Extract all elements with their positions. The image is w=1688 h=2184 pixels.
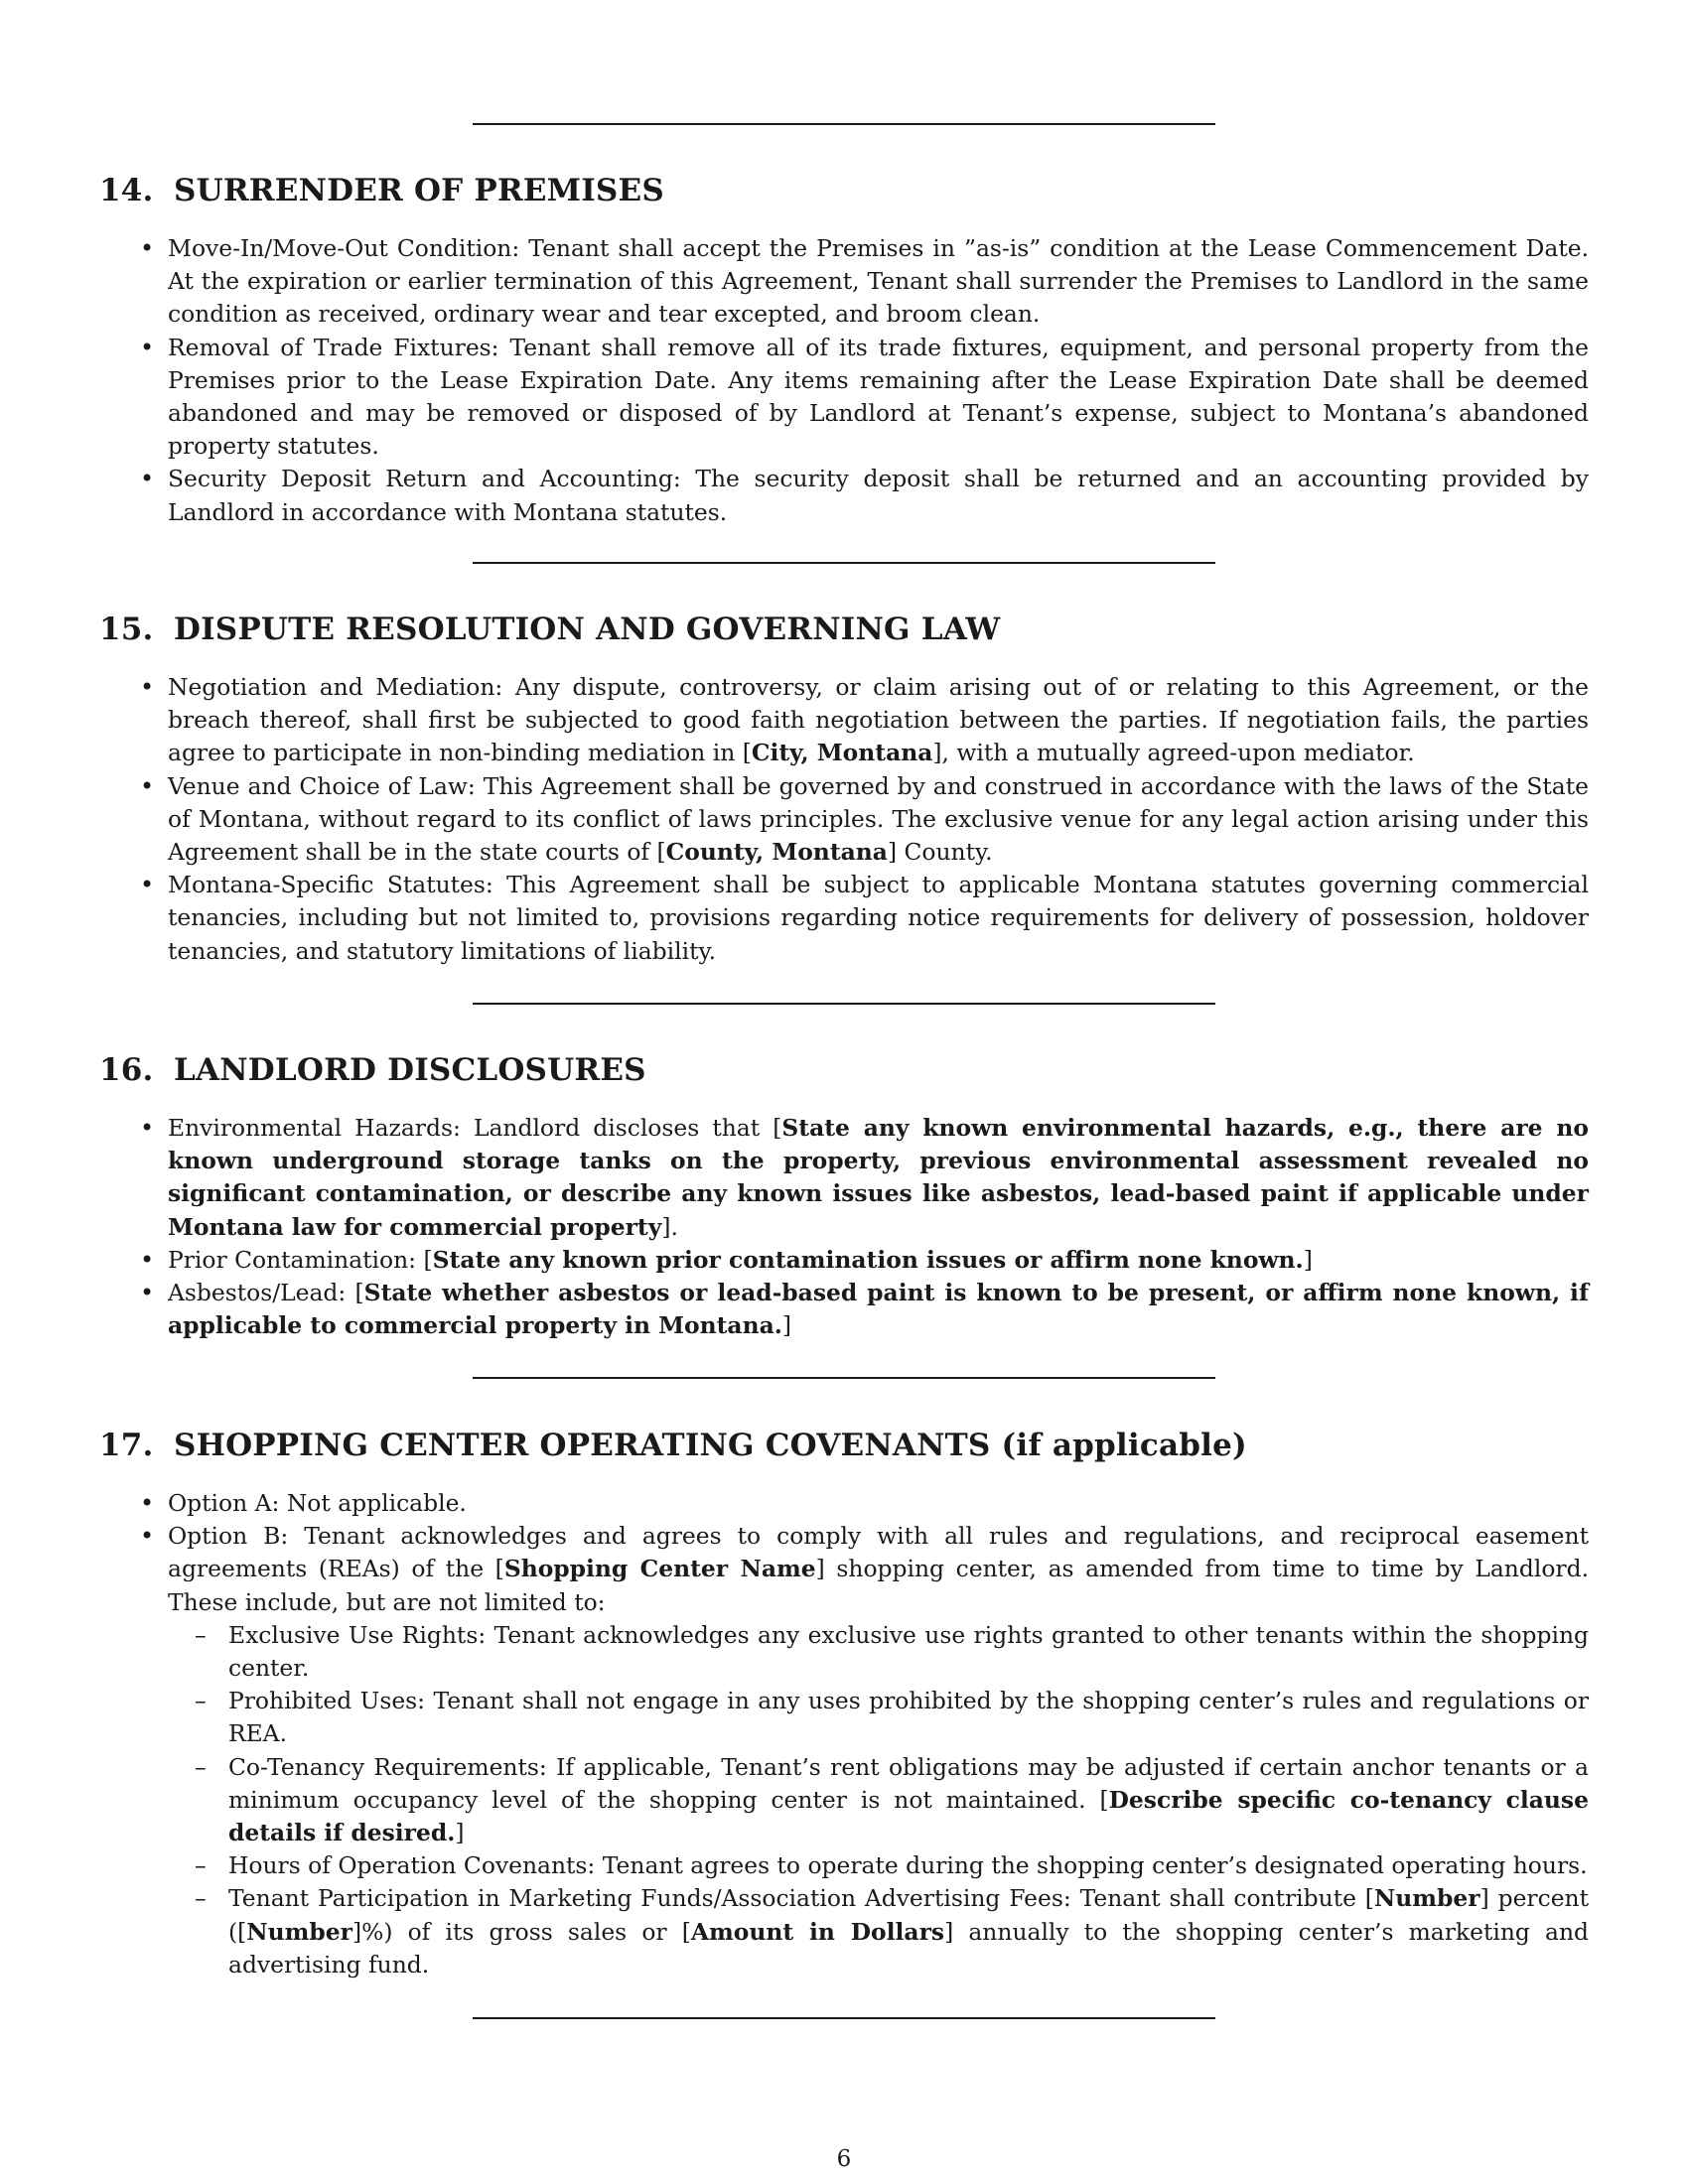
item-text: ] annually to the shopping center’s marketing and advertising fund.: [228, 1917, 1589, 1979]
item-text: ], with a mutually agreed-upon mediator.: [932, 739, 1415, 767]
item-text: If applicable, Tenant’s rent obligations may be adjusted if certain anchor tenants or a minimum occupancy level of the shopping center is not maintained. [: [228, 1752, 1589, 1814]
bullet-list: [99, 671, 1589, 968]
item-label: Security Deposit Return and Accounting:: [168, 465, 681, 493]
section-number: 17.: [99, 1428, 154, 1463]
placeholder-field: Number: [1373, 1884, 1480, 1913]
section-dispute-resolution: [99, 610, 1589, 968]
item-label: Negotiation and Mediation:: [168, 673, 503, 701]
section-heading: [99, 171, 1589, 210]
list-item: [99, 1520, 1589, 1981]
list-item: [99, 1244, 1589, 1277]
item-text: [: [354, 1279, 364, 1307]
item-text: ] percent ([: [228, 1884, 1589, 1946]
placeholder-field: State whether asbestos or lead-based paint is known to be present, or affirm none known, if applicable to commercial property in Montana.: [168, 1279, 1590, 1340]
item-text: [: [423, 1245, 433, 1274]
horizontal-rule: [473, 562, 1215, 564]
bullet-list: [99, 1487, 1589, 1981]
horizontal-rule: [473, 123, 1215, 125]
item-text: Tenant acknowledges any exclusive use rights granted to other tenants within the shopping center.: [228, 1620, 1589, 1683]
bullet-list: [99, 232, 1589, 529]
item-text: ] shopping center, as amended from time to time by Landlord. These include, but are not limited to:: [168, 1555, 1589, 1616]
item-text: This Agreement shall be subject to applicable Montana statutes governing commercial tenancies, including but not limited to, provisions regarding notice requirements for delivery of possession, holdover tenancies, and statutory limitations of liability.: [168, 871, 1589, 965]
list-item: [99, 232, 1589, 332]
sub-list-item: [168, 1882, 1589, 1981]
horizontal-rule: [473, 1377, 1215, 1379]
item-text: Tenant shall contribute [: [1079, 1884, 1374, 1913]
item-text: Tenant shall not engage in any uses prohibited by the shopping center’s rules and regulations or REA.: [228, 1687, 1589, 1748]
section-landlord-disclosures: [99, 1050, 1589, 1342]
sub-list-item: [168, 1685, 1589, 1750]
section-title: SHOPPING CENTER OPERATING COVENANTS (if applicable): [174, 1428, 1247, 1463]
item-label: Exclusive Use Rights:: [228, 1620, 487, 1649]
item-text: Tenant agrees to operate during the shopping center’s designated operating hours.: [602, 1851, 1588, 1880]
item-text: Tenant acknowledges and agrees to comply with all rules and regulations, and reciprocal easement agreements (REAs) of the [: [168, 1522, 1589, 1583]
item-text: Tenant shall accept the Premises in ”as-is” condition at the Lease Commencement Date. At the expiration or earlier termination of this Agreement, Tenant shall surrender the Premises to Landlord in the same condition as received, ordinary wear and tear excepted, and broom clean.: [168, 234, 1590, 329]
section-number: 15.: [99, 612, 154, 647]
bullet-list: [99, 1112, 1589, 1342]
list-item: [99, 1112, 1589, 1244]
list-item: [99, 671, 1589, 770]
item-text: ].: [661, 1212, 678, 1241]
item-text: Not applicable.: [286, 1489, 467, 1517]
item-label: Option A:: [168, 1489, 280, 1517]
horizontal-rule: [473, 1003, 1215, 1005]
item-text: ]: [1303, 1245, 1313, 1274]
item-text: The security deposit shall be returned and an accounting provided by Landlord in accordance with Montana statutes.: [168, 465, 1589, 526]
item-label: Asbestos/Lead:: [168, 1279, 347, 1307]
item-text: Landlord discloses that [: [473, 1114, 782, 1142]
item-label: Removal of Trade Fixtures:: [168, 333, 499, 361]
item-label: Hours of Operation Covenants:: [228, 1851, 596, 1880]
section-title: SURRENDER OF PREMISES: [174, 173, 664, 208]
section-title: DISPUTE RESOLUTION AND GOVERNING LAW: [174, 612, 1001, 647]
sub-list: [168, 1619, 1589, 1981]
list-item: [99, 770, 1589, 870]
placeholder-field: City, Montana: [751, 739, 933, 767]
placeholder-field: Amount in Dollars: [690, 1917, 945, 1946]
item-label: Montana-Specific Statutes:: [168, 871, 493, 899]
list-item: [99, 869, 1589, 968]
item-text: Tenant shall remove all of its trade fixtures, equipment, and personal property from the Premises prior to the Lease Expiration Date. Any items remaining after the Lease Expiration Date shall be deemed abandoned and may be removed or disposed of by Landlord at Tenant’s expense, subject to Montana’s abandoned property statutes.: [168, 333, 1589, 461]
item-label: Move-In/Move-Out Condition:: [168, 234, 520, 262]
item-label: Venue and Choice of Law:: [168, 771, 476, 800]
page-number: 6: [836, 2146, 852, 2172]
item-text: ]: [781, 1311, 792, 1340]
item-text: Any dispute, controversy, or claim arising out of or relating to this Agreement, or the breach thereof, shall first be subjected to good faith negotiation between the parties. If negotiation fails, the parties agree to participate in non-binding mediation in [: [168, 673, 1589, 767]
list-item: [99, 1487, 1589, 1520]
section-title: LANDLORD DISCLOSURES: [174, 1052, 646, 1088]
section-heading: [99, 610, 1589, 649]
sub-list-item: [168, 1619, 1589, 1685]
list-item: [99, 1277, 1589, 1342]
item-label: Tenant Participation in Marketing Funds/Association Advertising Fees:: [228, 1884, 1071, 1913]
horizontal-rule: [473, 2017, 1215, 2019]
section-heading: [99, 1426, 1589, 1465]
item-label: Option B:: [168, 1522, 289, 1551]
item-label: Co-Tenancy Requirements:: [228, 1752, 547, 1781]
section-surrender-of-premises: [99, 171, 1589, 529]
list-item: [99, 332, 1589, 464]
placeholder-field: State any known environmental hazards, e.g., there are no known underground storage tanks on the property, previous environmental assessment revealed no significant contamination, or describe any known issues like asbestos, lead-based paint if applicable under Montana law for commercial property: [168, 1114, 1589, 1241]
item-label: Environmental Hazards:: [168, 1114, 461, 1142]
sub-list-item: [168, 1849, 1589, 1882]
list-item: [99, 463, 1589, 528]
item-text: ]%) of its gross sales or [: [352, 1917, 691, 1946]
placeholder-field: Shopping Center Name: [503, 1555, 816, 1583]
placeholder-field: Describe specific co-tenancy clause details if desired.: [228, 1785, 1589, 1847]
item-text: This Agreement shall be governed by and construed in accordance with the laws of the State of Montana, without regard to its conflict of laws principles. The exclusive venue for any legal action arising under this Agreement shall be in the state courts of [: [168, 771, 1589, 867]
section-shopping-center-covenants: [99, 1426, 1589, 1981]
section-heading: [99, 1050, 1589, 1090]
item-label: Prior Contamination:: [168, 1245, 417, 1274]
placeholder-field: State any known prior contamination issues or affirm none known.: [432, 1245, 1304, 1274]
item-text: ]: [455, 1819, 465, 1847]
placeholder-field: County, Montana: [665, 838, 888, 867]
item-text: ] County.: [887, 838, 993, 867]
item-label: Prohibited Uses:: [228, 1687, 426, 1715]
sub-list-item: [168, 1751, 1589, 1850]
section-number: 16.: [99, 1052, 154, 1088]
section-number: 14.: [99, 173, 154, 208]
placeholder-field: Number: [246, 1917, 352, 1946]
